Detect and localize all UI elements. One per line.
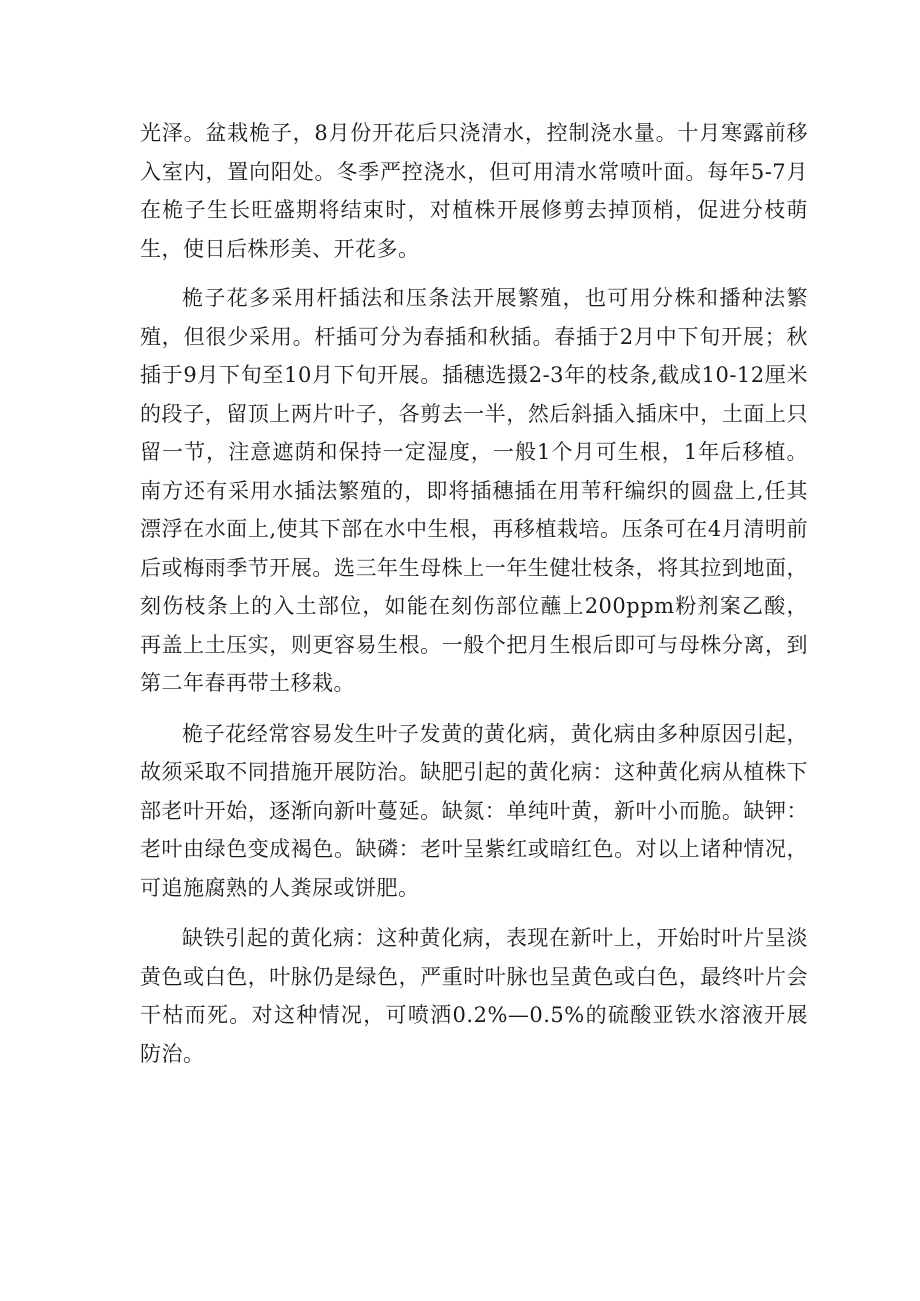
- paragraph-chlorosis: 桅子花经常容易发生叶子发黄的黄化病，黄化病由多种原因引起，故须采取不同措施开展防治。缺肥引起的黄化病：这种黄化病从植株下部老叶开始，逐渐向新叶蔓延。缺氮：单纯叶黄，新叶小而脆。缺钾：老叶由绿色变成褐色。缺磷：老叶呈紫红或暗红色。对以上诸种情况，可追施腐熟的人粪尿或饼肥。: [140, 721, 808, 900]
- paragraph-care: 光泽。盆栽桅子，8月份开花后只浇清水，控制浇水量。十月寒露前移入室内，置向阳处。冬季严控浇水，但可用清水常喷叶面。每年5-7月在桅子生长旺盛期将结束时，对植株开展修剪去掉顶梢，促进分枝萌生，使日后株形美、开花多。: [140, 121, 808, 261]
- paragraph-propagation: 桅子花多采用杆插法和压条法开展繁殖，也可用分株和播种法繁殖，但很少采用。杆插可分为春插和秋插。春插于2月中下旬开展；秋插于9月下旬至10月下旬开展。插穗选摄2-3年的枝条,截成10-12厘米的段子，留顶上两片叶子，各剪去一半，然后斜插入插床中，土面上只留一节，注意遮荫和保持一定湿度，一般1个月可生根，1年后移植。南方还有采用水插法繁殖的，即将插穗插在用苇秆编织的圆盘上,任其漂浮在水面上,使其下部在水中生根，再移植栽培。压条可在4月清明前后或梅雨季节开展。选三年生母株上一年生健壮枝条，将其拉到地面，刻伤枝条上的入土部位，如能在刻伤部位蘸上200ppm粉剂案乙酸，再盖上土压实，则更容易生根。一般个把月生根后即可与母株分离，到第二年春再带土移栽。: [140, 286, 808, 695]
- document-body: [140, 114, 808, 1073]
- paragraph-iron-deficiency: 缺铁引起的黄化病：这种黄化病，表现在新叶上，开始时叶片呈淡黄色或白色，叶脉仍是绿色，严重时叶脉也呈黄色或白色，最终叶片会干枯而死。对这种情况，可喷洒0.2%—0.5%的硫酸亚铁水溶液开展防治。: [140, 926, 808, 1066]
